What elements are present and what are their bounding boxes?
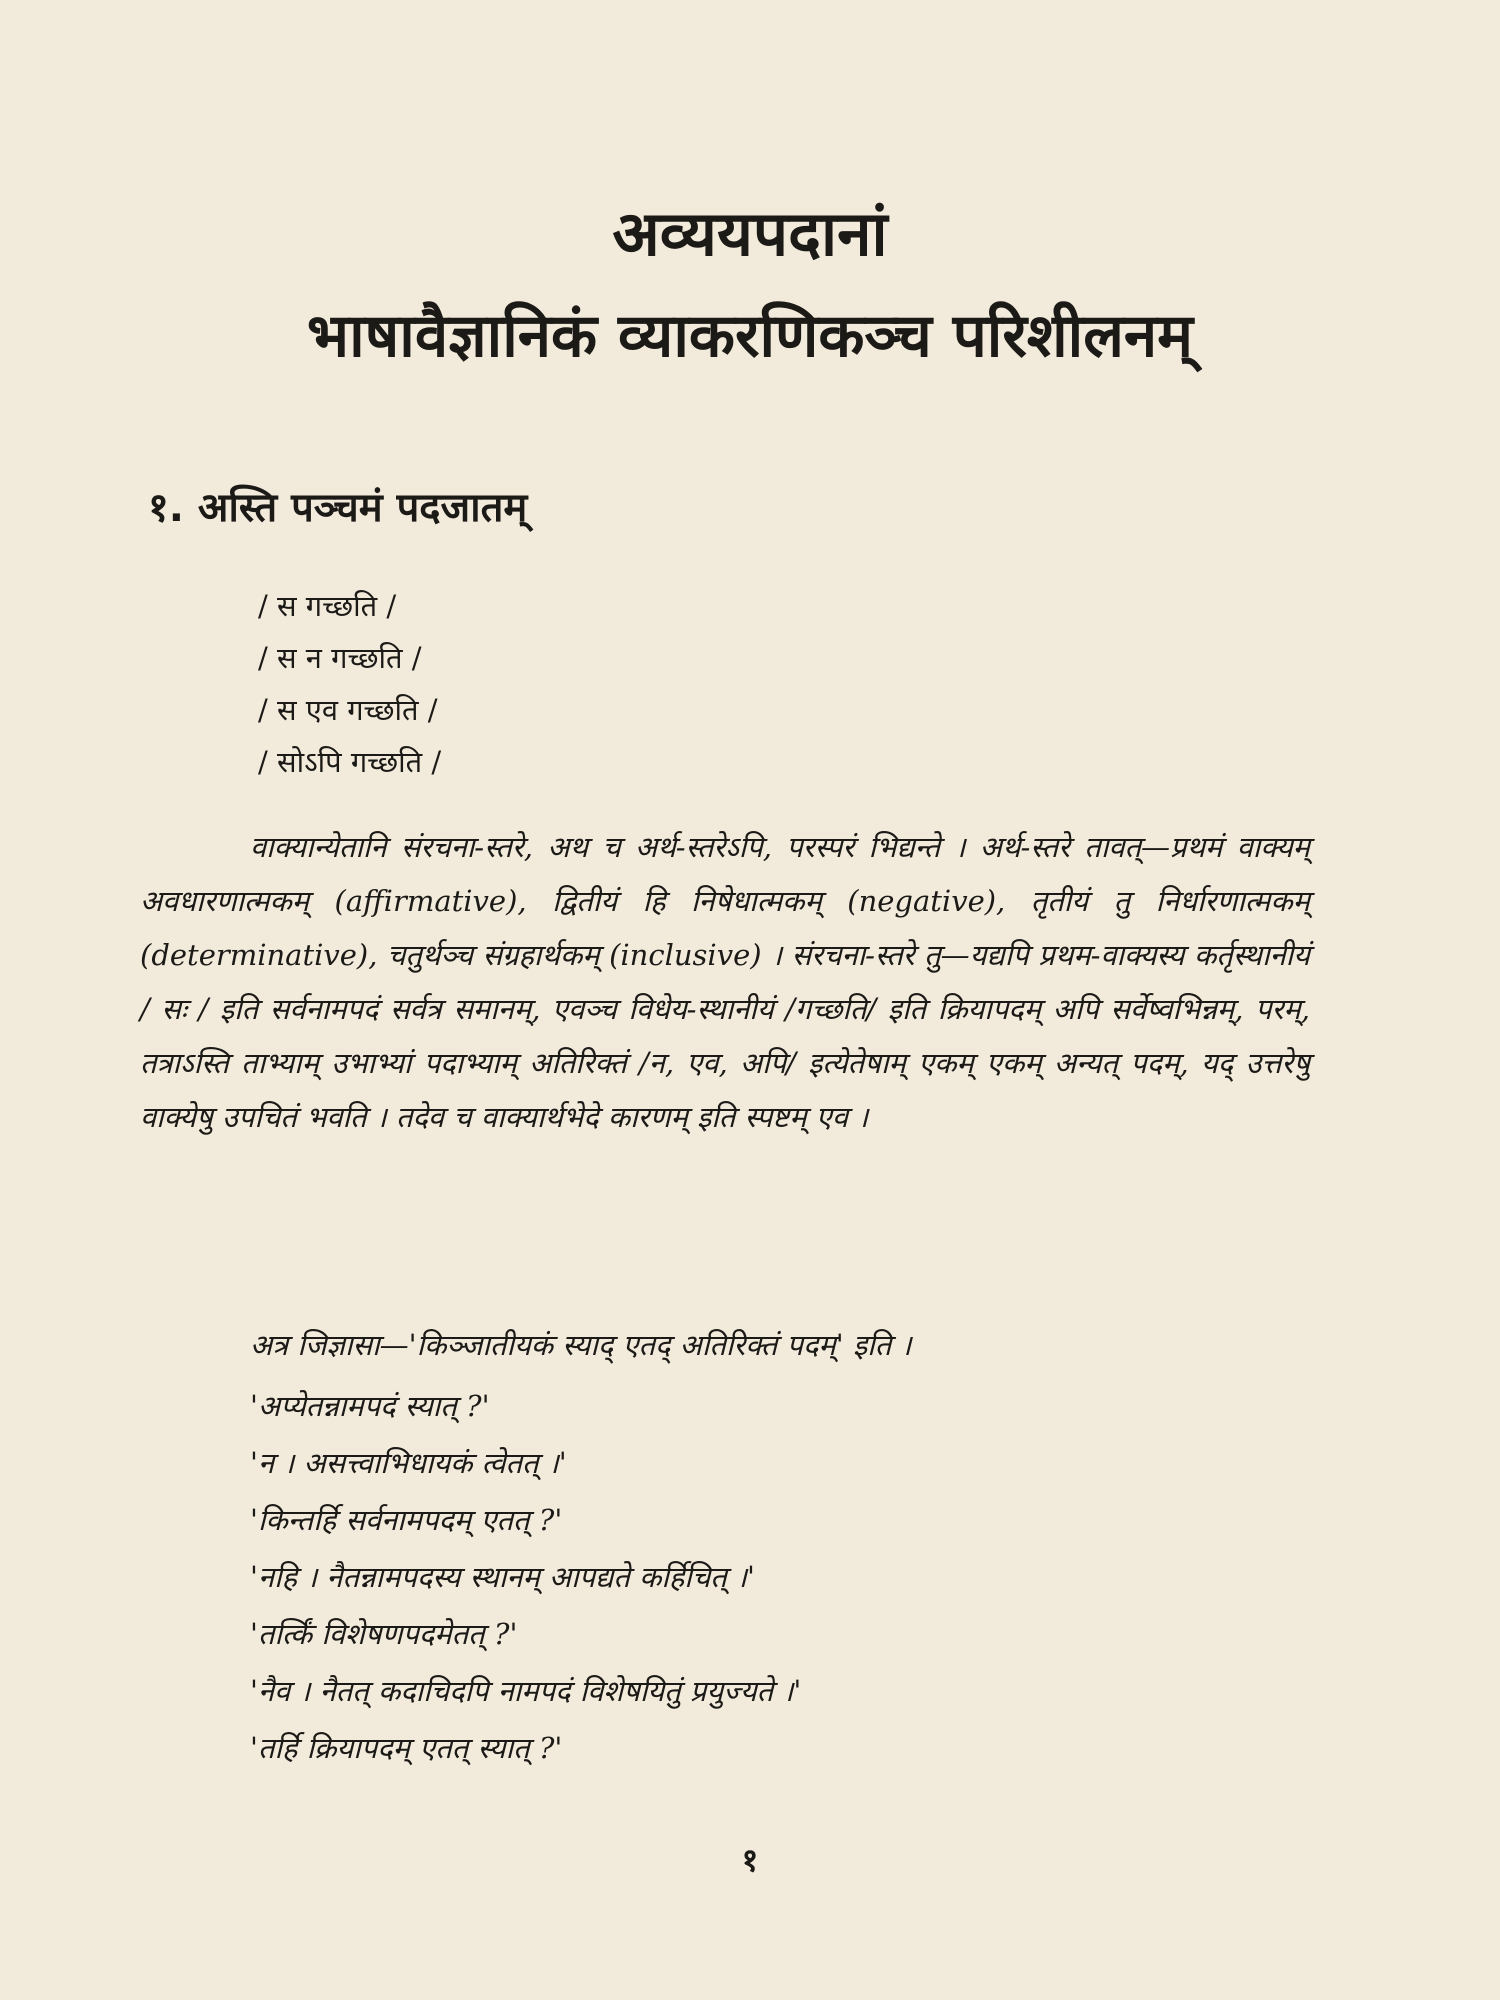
dialogue-lines — [250, 1378, 801, 1777]
section-heading: १. अस्ति पञ्चमं पदजातम् — [148, 485, 528, 531]
body-paragraph: वाक्यान्येतानि संरचना-स्तरे, अथ च अर्थ-स्तरेऽपि, परस्परं भिद्यन्ते । अर्थ-स्तरे तावत्—प्रथमं वाक्यम् अवधारणात्मकम् (affirmative), द्वितीयं हि निषेधात्मकम् (negative), तृतीयं तु निर्धारणात्मकम् (determinative), चतुर्थञ्च संग्रहार्थकम् (inclusive) । संरचना-स्तरे तु—यद्यपि प्रथम-वाक्यस्य कर्तृस्थानीयं / सः / इति सर्वनामपदं सर्वत्र समानम्, एवञ्च विधेय-स्थानीयं /गच्छति/ इति क्रियापदम् अपि सर्वेष्वभिन्नम्, परम्, तत्राऽस्ति ताभ्याम् उभाभ्यां पदाभ्याम् अतिरिक्तं /न, एव, अपि/ इत्येतेषाम् एकम् एकम् अन्यत् पदम्, यद् उत्तरेषु वाक्येषु उपचितं भवति । तदेव च वाक्यार्थभेदे कारणम् इति स्पष्टम् एव । — [140, 830, 1310, 1134]
dialogue-line: 'तर्हि क्रियापदम् एतत् स्यात् ?' — [250, 1731, 563, 1765]
dialogue-line: 'नहि । नैतन्नामपदस्य स्थानम् आपद्यते कर्हिचित् ।' — [250, 1560, 755, 1594]
page-title-line-2: भाषावैज्ञानिकं व्याकरणिकञ्च परिशीलनम् — [306, 301, 1194, 371]
page-number: १ — [741, 1841, 759, 1879]
example-sentence: / स एव गच्छति / — [258, 693, 438, 727]
dialogue-line: 'अप्येतन्नामपदं स्यात् ?' — [250, 1389, 490, 1423]
dialogue-line: 'तर्त्किं विशेषणपदमेतत् ?' — [250, 1617, 518, 1651]
page-title-line-1: अव्ययपदानां — [612, 197, 888, 270]
example-sentence: / स गच्छति / — [258, 589, 397, 623]
inquiry-paragraph: अत्र जिज्ञासा—'किञ्जातीयकं स्याद् एतद् अतिरिक्तं पदम्' इति । — [250, 1328, 912, 1362]
dialogue-line: 'न । असत्त्वाभिधायकं त्वेतत् ।' — [250, 1446, 567, 1480]
example-sentence: / स न गच्छति / — [258, 641, 422, 675]
example-sentences — [258, 580, 441, 788]
example-sentence: / सोऽपि गच्छति / — [258, 745, 442, 779]
dialogue-line: 'किन्तर्हि सर्वनामपदम् एतत् ?' — [250, 1503, 563, 1537]
dialogue-line: 'नैव । नैतत् कदाचिदपि नामपदं विशेषयितुं प्रयुज्यते ।' — [250, 1674, 802, 1708]
